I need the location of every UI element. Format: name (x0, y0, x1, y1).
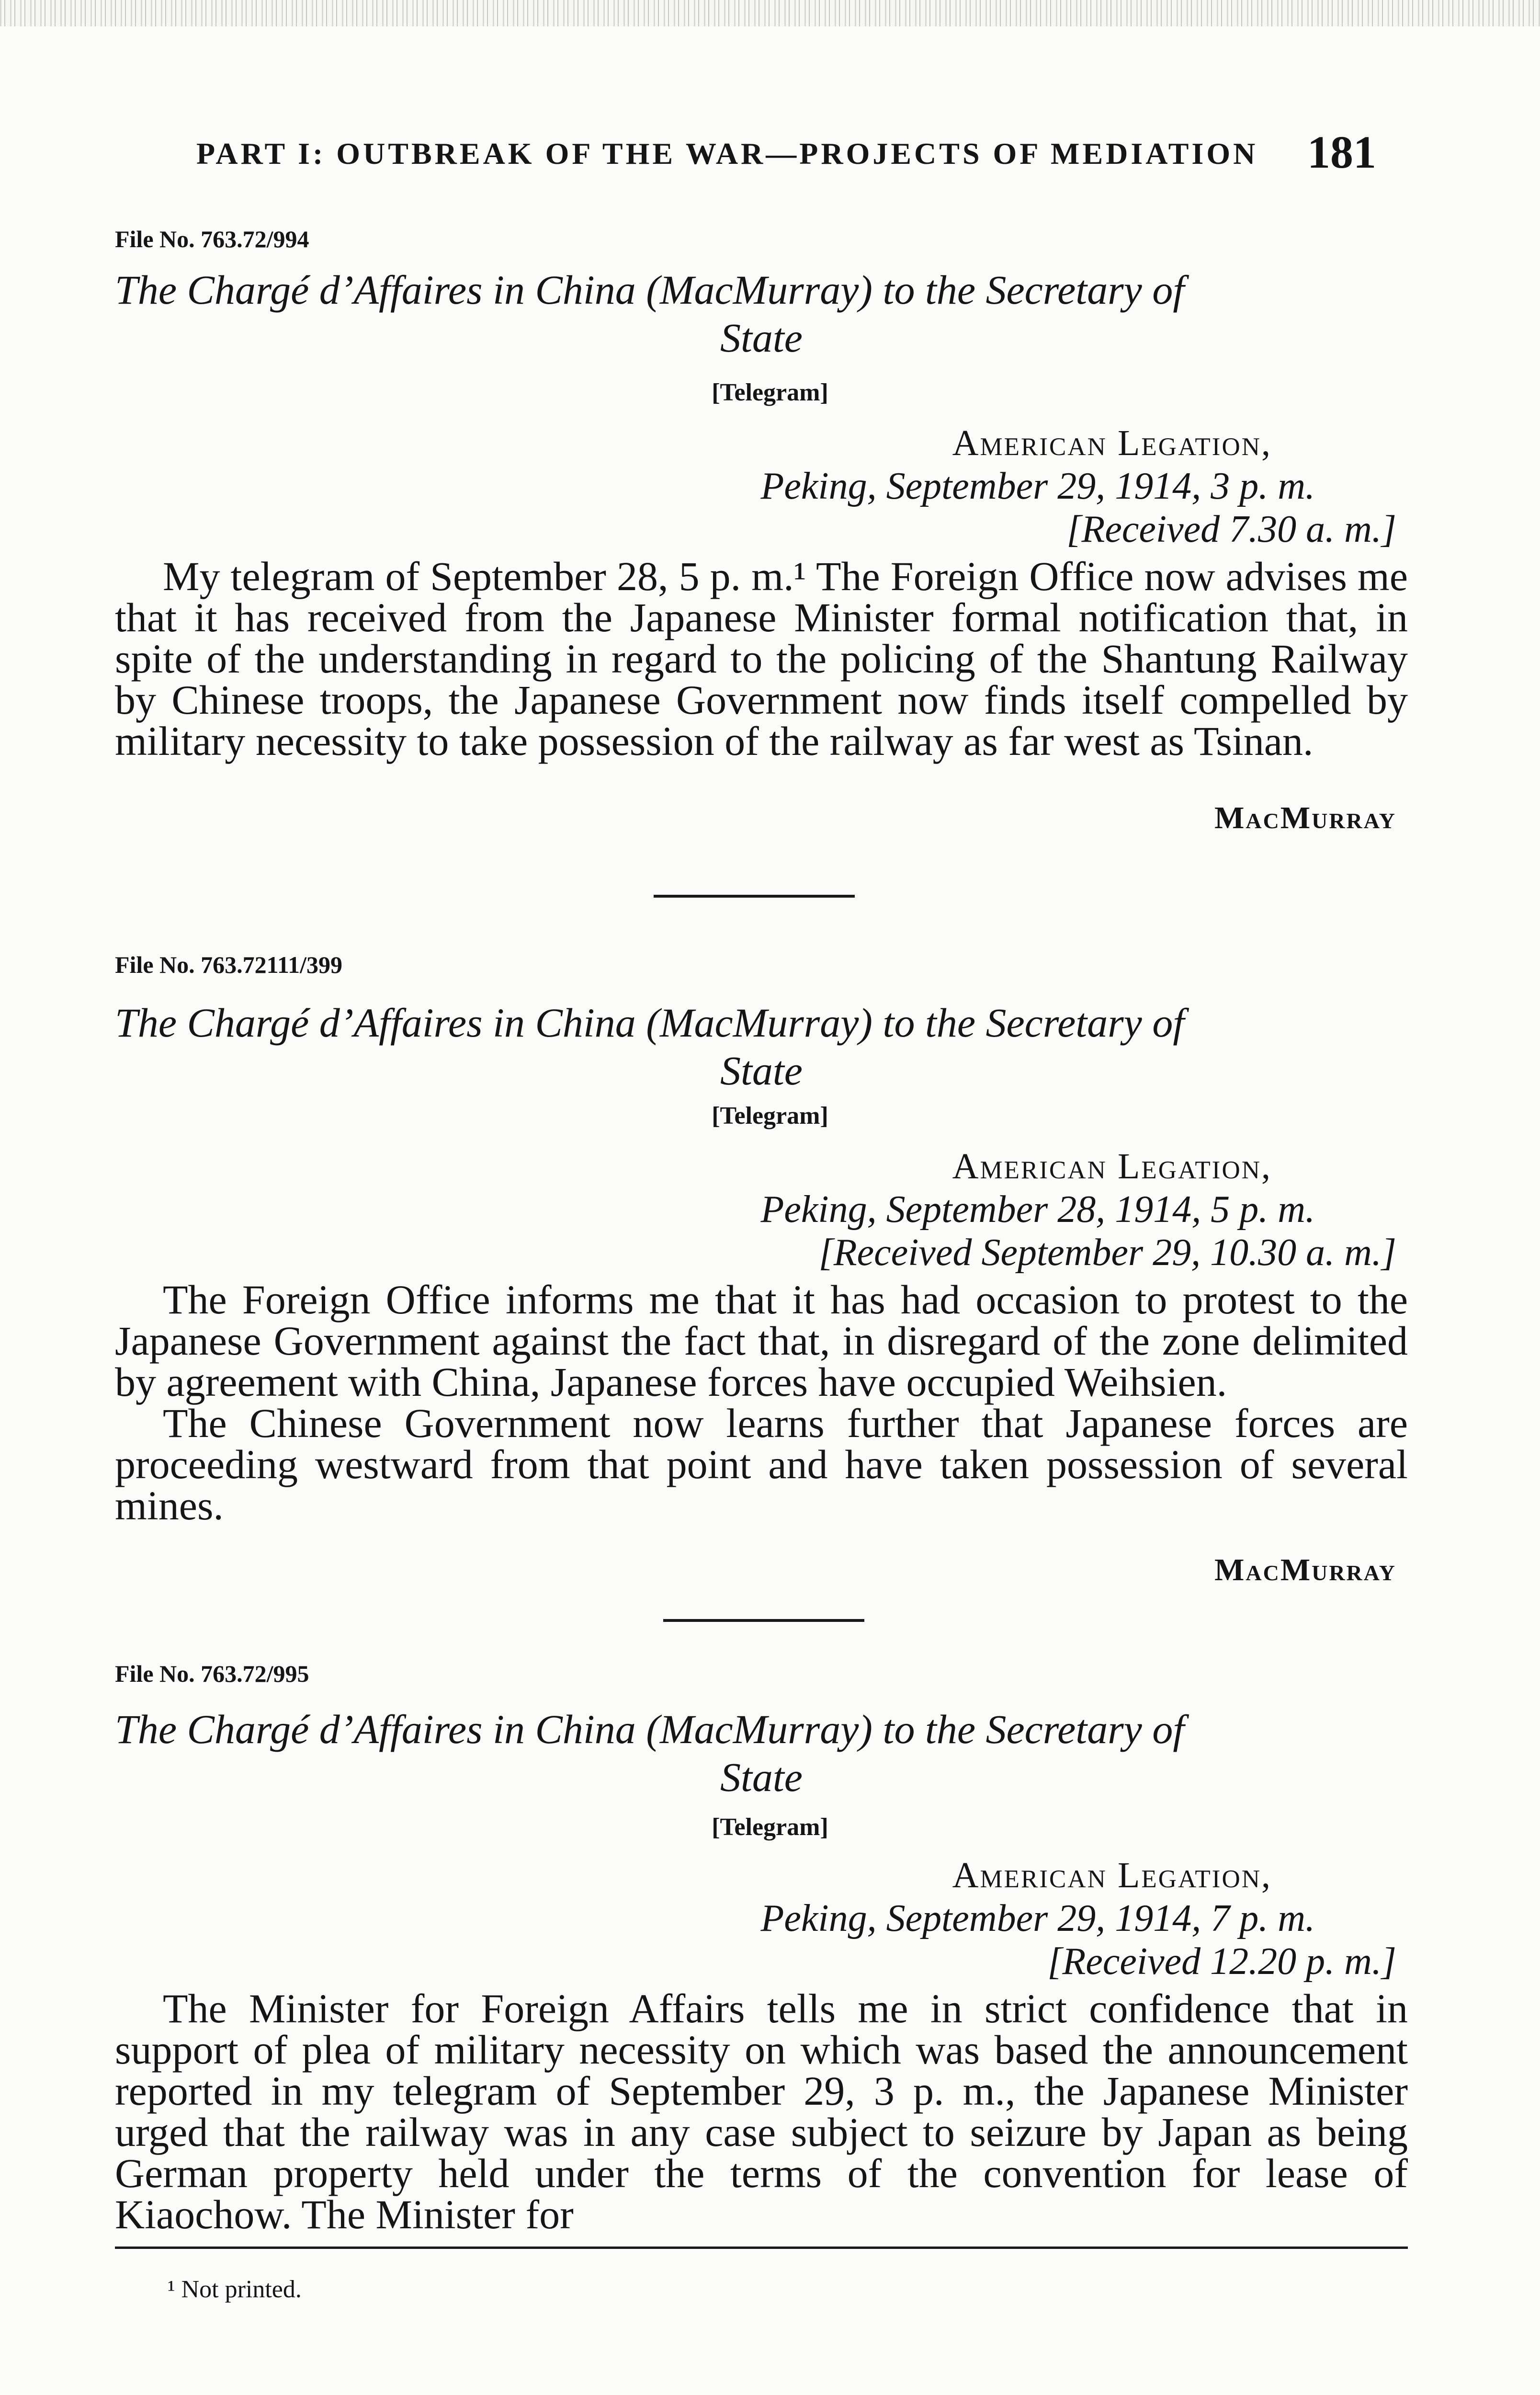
title-line: The Chargé d’Affaires in China (MacMurray) to the Secretary of (115, 1000, 1185, 1046)
running-head-title: PART I: OUTBREAK OF THE WAR—PROJECTS OF MEDIATION (196, 137, 1258, 171)
legation: American Legation, (952, 1855, 1272, 1895)
signature: MacMurray (1214, 800, 1396, 835)
telegram-body (115, 1279, 1408, 1526)
received-note: [Received 7.30 a. m.] (1066, 508, 1396, 550)
telegram-label: [Telegram] (712, 379, 828, 406)
telegram-body (115, 1985, 1408, 2237)
address-block (439, 1145, 1396, 1274)
paragraph: The Minister for Foreign Affairs tells me in strict confidence that in support of plea of military necessity on which was based the announcement reported in my telegram of September 29, 3 p. m., the Japanese Minister urged that the railway was in any case subject to seizure by Japan as being German property held under the terms of the convention for lease of Kiaochow. The Minister for (115, 1985, 1408, 2237)
signature: MacMurray (1214, 1552, 1396, 1587)
footnote-rule (115, 2247, 1408, 2249)
paragraph: The Chinese Government now learns further that Japanese forces are proceeding westward from that point and have taken possession of several mines. (115, 1400, 1408, 1528)
file-number: File No. 763.72111/399 (115, 951, 342, 978)
title-line: State (720, 315, 803, 361)
legation: American Legation, (952, 423, 1272, 463)
title-line: The Chargé d’Affaires in China (MacMurray) to the Secretary of (115, 267, 1185, 313)
file-number: File No. 763.72/994 (115, 226, 309, 252)
section-separator (663, 1619, 864, 1622)
address-block (439, 1854, 1396, 1983)
title-line: State (720, 1754, 803, 1800)
running-head (196, 125, 1393, 178)
telegram-label: [Telegram] (712, 1813, 828, 1841)
received-note: [Received September 29, 10.30 a. m.] (818, 1232, 1396, 1274)
page-number: 181 (1307, 126, 1376, 178)
paragraph: The Foreign Office informs me that it has had occasion to protest to the Japanese Government against the fact that, in disregard of the zone delimited by agreement with China, Japanese forces have occupied Weihsien. (115, 1277, 1408, 1405)
received-note: [Received 12.20 p. m.] (1047, 1940, 1396, 1983)
paragraph: My telegram of September 28, 5 p. m.¹ The Foreign Office now advises me that it has received from the Japanese Minister formal notification that, in spite of the understanding in regard to the policing of the Shantung Railway by Chinese troops, the Japanese Government now finds itself compelled by military necessity to take possession of the railway as far west as Tsinan. (115, 553, 1408, 764)
footnote: ¹ Not printed. (168, 2276, 302, 2303)
document-title (115, 266, 1408, 362)
section-separator (654, 895, 855, 898)
legation: American Legation, (952, 1146, 1272, 1186)
document-title (115, 1705, 1408, 1801)
dateline: Peking, September 29, 1914, 7 p. m. (760, 1897, 1315, 1939)
telegram-body (115, 553, 1408, 764)
dateline: Peking, September 29, 1914, 3 p. m. (760, 465, 1315, 507)
title-line: The Chargé d’Affaires in China (MacMurray) to the Secretary of (115, 1706, 1185, 1752)
scan-edge-noise (0, 0, 1540, 26)
telegram-label: [Telegram] (712, 1102, 828, 1129)
file-number: File No. 763.72/995 (115, 1660, 309, 1687)
address-block (439, 422, 1396, 551)
title-line: State (720, 1048, 803, 1094)
document-title (115, 999, 1408, 1095)
dateline: Peking, September 28, 1914, 5 p. m. (760, 1188, 1315, 1231)
